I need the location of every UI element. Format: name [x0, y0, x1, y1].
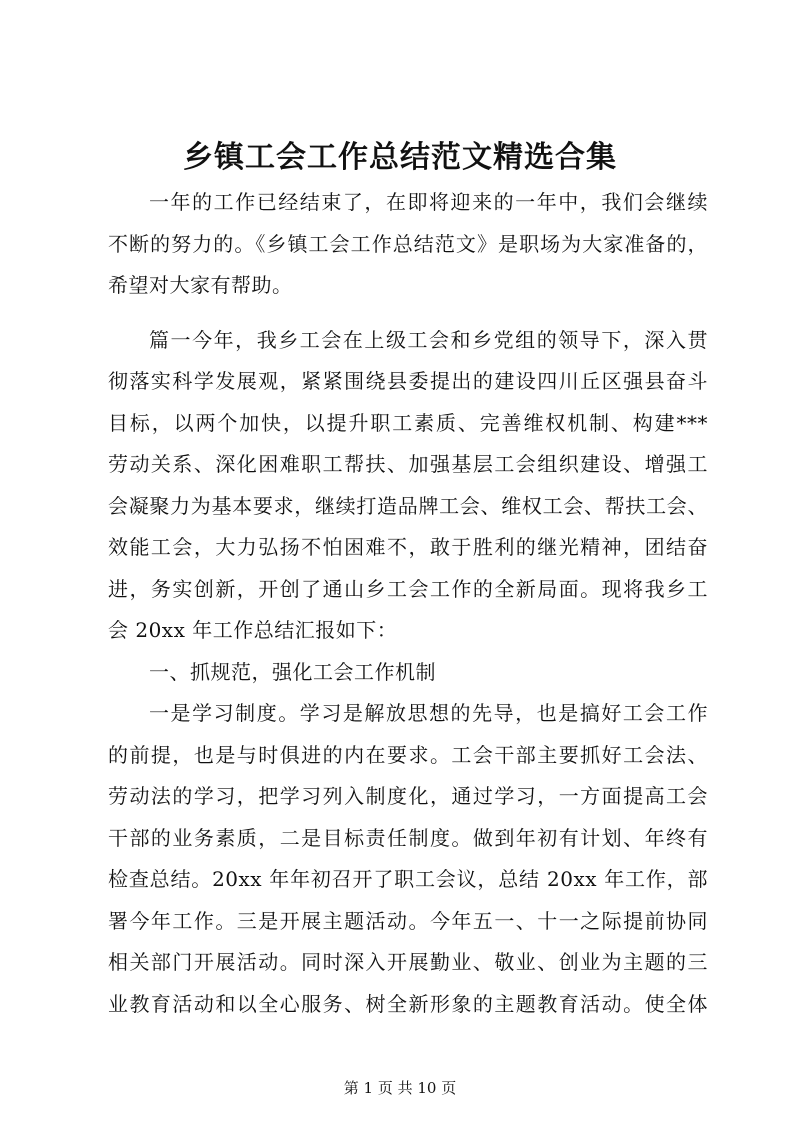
paragraph-3-line-8: 业教育活动和以全心服务、树全新形象的主题教育活动。使全体 [108, 991, 708, 1016]
paragraph-2-line-8: 会 20xx 年工作总结汇报如下： [108, 618, 398, 642]
paragraph-3-line-6: 署今年工作。三是开展主题活动。今年五一、十一之际提前协同 [108, 908, 708, 933]
paragraph-1-line-2: 不断的努力的。《乡镇工会工作总结范文》是职场为大家准备的， [108, 231, 708, 256]
paragraph-2-line-1: 篇一今年，我乡工会在上级工会和乡党组的领导下，深入贯 [149, 327, 708, 352]
paragraph-3-line-3: 劳动法的学习，把学习列入制度化，通过学习，一方面提高工会 [108, 784, 708, 808]
paragraph-1-line-3: 希望对大家有帮助。 [108, 273, 293, 297]
paragraph-3-line-2: 的前提，也是与时俱进的内在要求。工会干部主要抓好工会法、 [108, 742, 708, 767]
paragraph-2-line-5: 会凝聚力为基本要求，继续打造品牌工会、维权工会、帮扶工会、 [108, 493, 708, 518]
paragraph-2-line-3: 目标，以两个加快，以提升职工素质、完善维权机制、构建*** [108, 410, 708, 435]
paragraph-1-line-1: 一年的工作已经结束了，在即将迎来的一年中，我们会继续 [149, 190, 708, 214]
paragraph-2-line-7: 进，务实创新，开创了通山乡工会工作的全新局面。现将我乡工 [108, 576, 708, 601]
paragraph-3-line-4: 干部的业务素质，二是目标责任制度。做到年初有计划、年终有 [108, 825, 708, 850]
paragraph-2-line-6: 效能工会，大力弘扬不怕困难不，敢于胜利的继光精神，团结奋 [108, 535, 708, 559]
page-number: 第 1 页 共 10 页 [343, 1079, 457, 1097]
paragraph-2-line-4: 劳动关系、深化困难职工帮扶、加强基层工会组织建设、增强工 [108, 452, 708, 476]
paragraph-3-line-1: 一是学习制度。学习是解放思想的先导，也是搞好工会工作 [149, 701, 708, 725]
paragraph-3-line-5: 检查总结。20xx 年年初召开了职工会议，总结 20xx 年工作，部 [108, 867, 708, 891]
paragraph-2-line-2: 彻落实科学发展观，紧紧围绕县委提出的建设四川丘区强县奋斗 [108, 369, 708, 393]
paragraph-3-line-7: 相关部门开展活动。同时深入开展勤业、敬业、创业为主题的三 [108, 950, 708, 974]
document-body [108, 182, 708, 1025]
document-title: 乡镇工会工作总结范文精选合集 [183, 140, 617, 175]
section-heading-1: 一、抓规范，强化工会工作机制 [149, 659, 436, 684]
